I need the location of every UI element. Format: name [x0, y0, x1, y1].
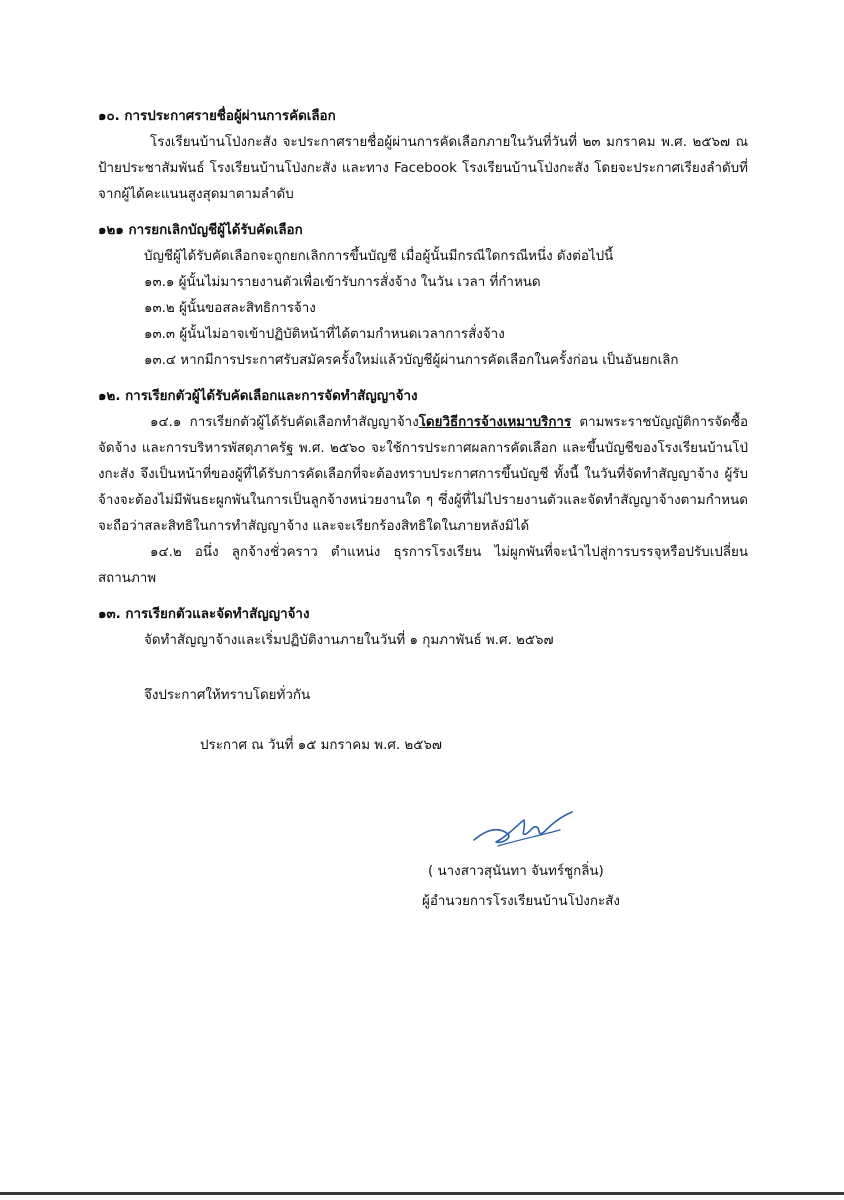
section-11-item: ๑๓.๓ ผู้นั้นไม่อาจเข้าปฏิบัติหน้าที่ได้ตามกำหนดเวลาการสั่งจ้าง — [144, 327, 505, 342]
section-10-heading: ๑๐. การประกาศรายชื่อผู้ผ่านการคัดเลือก — [98, 109, 336, 124]
announcement-date: ประกาศ ณ วันที่ ๑๕ มกราคม พ.ศ. ๒๕๖๗ — [200, 738, 442, 753]
signer-name: ( นางสาวสุนันทา จันทร์ชูกลิ่น) — [428, 864, 604, 879]
section-12-p1-rest: ตามพระราชบัญญัติการจัดซื้อจัดจ้าง และการบริหารพัสดุภาครัฐ พ.ศ. ๒๕๖๐ จะใช้การประกาศผลการคัดเลือก และขึ้นบัญชีของโรงเรียนบ้านโป่งกะสัง จึงเป็นหน้าที่ของผู้ที่ได้รับการคัดเลือกที่จะต้องทราบประกาศการขึ้นบัญชี ทั้งนี้ ในวันที่จัดทำสัญญาจ้าง ผู้รับจ้างจะต้องไม่มีพันธะผูกพันในการเป็นลูกจ้างหน่วยงานใด ๆ ซึ่งผู้ที่ไม่ไปรายงานตัวและจัดทำสัญญาจ้างตามกำหนด จะถือว่าสละสิทธิในการทำสัญญาจ้าง และจะเรียกร้องสิทธิใดในภายหลังมิได้ — [98, 415, 748, 534]
section-12-heading: ๑๒. การเรียกตัวผู้ได้รับคัดเลือกและการจัดทำสัญญาจ้าง — [98, 389, 418, 404]
section-10 — [98, 104, 748, 208]
signature-mark — [468, 800, 578, 856]
section-13-body: จัดทำสัญญาจ้างและเริ่มปฏิบัติงานภายในวันที่ ๑ กุมภาพันธ์ พ.ศ. ๒๕๖๗ — [144, 633, 554, 648]
section-11-item: ๑๓.๔ หากมีการประกาศรับสมัครครั้งใหม่แล้วบัญชีผู้ผ่านการคัดเลือกในครั้งก่อน เป็นอันยกเลิก — [144, 353, 679, 368]
section-12-p1-start: ๑๔.๑ การเรียกตัวผู้ได้รับคัดเลือกทำสัญญาจ้าง — [150, 415, 419, 430]
page-bottom-border — [0, 1192, 844, 1195]
section-11-intro: บัญชีผู้ได้รับคัดเลือกจะถูกยกเลิกการขึ้นบัญชี เมื่อผู้นั้นมีกรณีใดกรณีหนึ่ง ดังต่อไปนี้ — [144, 249, 614, 264]
section-13-heading: ๑๓. การเรียกตัวและจัดทำสัญญาจ้าง — [98, 607, 310, 622]
document-body — [98, 104, 748, 664]
section-13 — [98, 602, 748, 654]
section-11-heading: ๑๒๑ การยกเลิกบัญชีผู้ได้รับคัดเลือก — [98, 223, 303, 238]
section-11 — [98, 218, 748, 374]
section-11-item: ๑๓.๒ ผู้นั้นขอสละสิทธิการจ้าง — [144, 301, 316, 316]
section-12-p1-emphasis: โดยวิธีการจ้างเหมาบริการ — [418, 415, 572, 430]
section-12-paragraph-1 — [98, 410, 748, 540]
signer-title: ผู้อำนวยการโรงเรียนบ้านโป่งกะสัง — [422, 894, 620, 909]
section-11-item: ๑๓.๑ ผู้นั้นไม่มารายงานตัวเพื่อเข้ารับการสั่งจ้าง ในวัน เวลา ที่กำหนด — [144, 275, 541, 290]
closing-statement: จึงประกาศให้ทราบโดยทั่วกัน — [144, 688, 311, 703]
section-10-body: โรงเรียนบ้านโป่งกะสัง จะประกาศรายชื่อผู้ผ่านการคัดเลือกภายในวันที่วันที่ ๒๓ มกราคม พ.ศ. ๒๕๖๗ ณ ป้ายประชาสัมพันธ์ โรงเรียนบ้านโป่งกะสัง และทาง Facebook โรงเรียนบ้านโป่งกะสัง โดยจะประกาศเรียงลำดับที่จากผู้ได้คะแนนสูงสุดมาตามลำดับ — [98, 135, 748, 202]
section-12 — [98, 384, 748, 592]
section-12-paragraph-2: ๑๔.๒ อนึ่ง ลูกจ้างชั่วคราว ตำแหน่ง ธุรการโรงเรียน ไม่ผูกพันที่จะนำไปสู่การบรรจุหรือปรับเปลี่ยนสถานภาพ — [98, 545, 748, 586]
